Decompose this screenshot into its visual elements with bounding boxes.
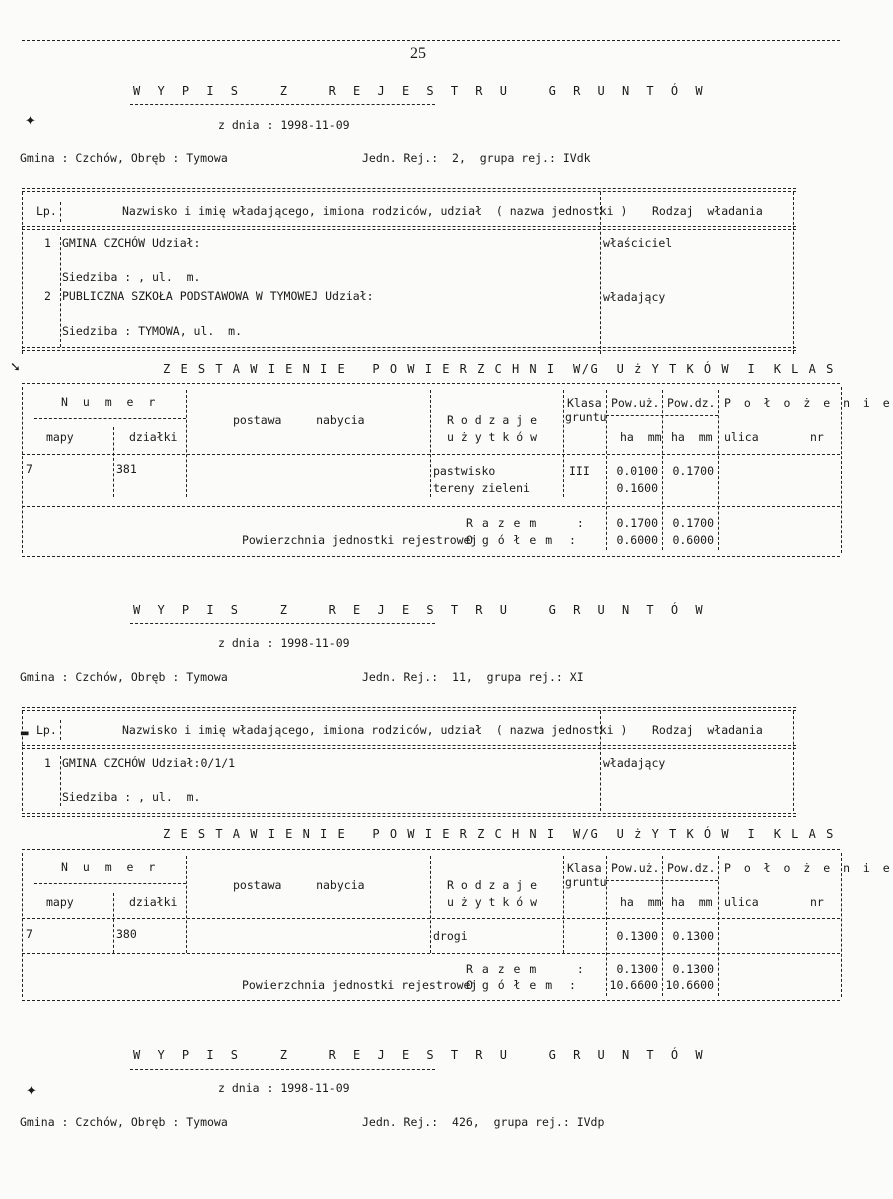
owner-lp: 1 <box>44 236 51 250</box>
owners-top-rule <box>22 188 796 192</box>
rodzaje-label: R o d z a j e <box>447 878 538 892</box>
jedn-line <box>362 153 591 165</box>
summary-bottom-rule <box>22 556 840 557</box>
sum-border-right <box>841 387 842 553</box>
summary-title: Z E S T A W I E N I E P O W I E R Z C H N I W/G U ż Y T K Ó W I K L A S <box>163 362 835 376</box>
owner-name: GMINA CZCHÓW Udział:0/1/1 <box>62 756 236 770</box>
obreb-label: Obręb : <box>130 670 180 684</box>
numer-rule <box>34 418 186 419</box>
margin-mark-icon: ✦ <box>25 114 36 129</box>
gruntu-label: gruntu <box>565 410 607 424</box>
ogolem-powdz: 0.6000 <box>672 533 714 547</box>
col-lp: Lp. <box>36 723 57 737</box>
owner-siedziba: Siedziba : TYMOWA, ul. m. <box>62 324 243 338</box>
klasa-label: Klasa <box>567 396 602 410</box>
title-underline <box>130 623 435 624</box>
postawa-label: postawa nabycia <box>233 413 365 427</box>
owners-bottom-rule <box>22 347 796 351</box>
razem-powdz: 0.1300 <box>672 962 714 976</box>
date-line <box>218 1083 350 1095</box>
owners-border-lp-body <box>60 237 61 347</box>
powdz-label: Pow.dz. <box>667 396 716 410</box>
row-powdz: 0.1700 <box>672 464 714 478</box>
owner-siedziba: Siedziba : , ul. m. <box>62 790 201 804</box>
sum-header-rule <box>22 454 840 455</box>
grupa-value: XI <box>569 670 584 684</box>
row-uzytek: tereny zieleni <box>433 481 530 495</box>
owner-lp: 1 <box>44 756 51 770</box>
sum-border-postawa <box>430 390 431 497</box>
numer-label: N u m e r <box>61 860 160 874</box>
date-value: 1998-11-09 <box>280 1081 350 1095</box>
pow-jedn-label: Powierzchnia jednostki rejestrowej <box>242 533 478 547</box>
top-rule <box>22 40 840 41</box>
jedn-line <box>362 1117 604 1129</box>
rows-bottom-rule <box>22 953 840 954</box>
klasa-label: Klasa <box>567 861 602 875</box>
jedn-label: Jedn. Rej.: <box>362 151 439 165</box>
gmina-label: Gmina : <box>20 1115 69 1129</box>
row-powuz: 0.0100 <box>616 464 658 478</box>
date-line <box>218 120 350 132</box>
mapy-label: mapy <box>46 430 74 444</box>
sum-border-uzytki <box>563 856 564 953</box>
powuz-label: Pow.uż. <box>611 396 660 410</box>
sum-border-postawa <box>430 856 431 953</box>
obreb-value: Tymowa <box>186 151 228 165</box>
grupa-label: grupa rej.: <box>493 1115 570 1129</box>
owners-top-rule <box>22 707 796 711</box>
ogolem-powuz: 10.6600 <box>609 978 658 992</box>
sum-header-rule <box>22 918 840 919</box>
uzytkow-label: u ż y t k ó w <box>447 895 538 909</box>
ogolem-label: O g ó ł e m : <box>466 978 577 992</box>
dzialki-label: działki <box>129 430 178 444</box>
nr-label: nr <box>810 430 824 444</box>
obreb-value: Tymowa <box>186 670 228 684</box>
jedn-line <box>362 672 584 684</box>
jedn-label: Jedn. Rej.: <box>362 670 439 684</box>
row-uzytek: drogi <box>433 929 468 943</box>
title-underline <box>130 1069 435 1070</box>
nr-label: nr <box>810 895 824 909</box>
ogolem-powuz: 0.6000 <box>616 533 658 547</box>
margin-mark-icon: ▬ <box>20 728 30 739</box>
grupa-value: IVdp <box>576 1115 605 1129</box>
uzytkow-label: u ż y t k ó w <box>447 430 538 444</box>
sum-border-dzialki <box>186 390 187 497</box>
obreb-label: Obręb : <box>130 1115 180 1129</box>
owner-siedziba: Siedziba : , ul. m. <box>62 270 201 284</box>
jedn-value: 11, <box>452 670 473 684</box>
owner-name: PUBLICZNA SZKOŁA PODSTAWOWA W TYMOWEJ Udział: <box>62 289 374 303</box>
owner-rodzaj: władający <box>603 756 666 770</box>
ha-mm-label: ha mm <box>620 430 662 444</box>
obreb-label: Obręb : <box>130 151 180 165</box>
gmina-label: Gmina : <box>20 670 69 684</box>
razem-powuz: 0.1700 <box>616 516 658 530</box>
gmina-line <box>20 1117 228 1129</box>
pow-subrule <box>606 880 718 881</box>
gmina-line <box>20 672 228 684</box>
section-title: W Y P I S Z R E J E S T R U G R U N T Ó W <box>133 84 708 98</box>
owners-header-rule <box>22 226 796 230</box>
sum-border-mapy <box>113 427 114 497</box>
col-rodzaj: Rodzaj władania <box>652 723 763 737</box>
owner-name: GMINA CZCHÓW Udział: <box>62 236 201 250</box>
row-dzialki: 380 <box>116 927 137 941</box>
razem-powuz: 0.1300 <box>616 962 658 976</box>
pow-subrule <box>606 415 718 416</box>
jedn-value: 426, <box>452 1115 480 1129</box>
ha-mm-label: ha mm <box>620 895 662 909</box>
ulica-label: ulica <box>724 895 759 909</box>
gmina-line <box>20 153 228 165</box>
ulica-label: ulica <box>724 430 759 444</box>
owners-border-left <box>22 192 23 354</box>
date-prefix: z dnia : <box>218 118 274 132</box>
summary-bottom-rule <box>22 1000 840 1001</box>
ogolem-label: O g ó ł e m : <box>466 533 577 547</box>
margin-mark-icon: ➘ <box>10 360 21 375</box>
date-line <box>218 638 350 650</box>
title-underline <box>130 104 435 105</box>
polozenie-label: P o ł o ż e n i e <box>724 396 893 410</box>
razem-label: R a z e m : <box>466 516 585 530</box>
margin-mark-icon: ✦ <box>26 1084 37 1099</box>
owner-rodzaj: władający <box>603 290 666 304</box>
section-title: W Y P I S Z R E J E S T R U G R U N T Ó W <box>133 1048 708 1062</box>
sum-border-mapy <box>113 893 114 953</box>
section-title: W Y P I S Z R E J E S T R U G R U N T Ó W <box>133 603 708 617</box>
row-uzytek: pastwisko <box>433 464 496 478</box>
row-powuz: 0.1600 <box>616 481 658 495</box>
razem-label: R a z e m : <box>466 962 585 976</box>
grupa-label: grupa rej.: <box>479 151 556 165</box>
gruntu-label: gruntu <box>565 875 607 889</box>
sum-border-left <box>22 853 23 997</box>
page-number: 25 <box>410 45 426 62</box>
row-mapy: 7 <box>26 927 33 941</box>
date-value: 1998-11-09 <box>280 118 350 132</box>
ha-mm-label: ha mm <box>671 430 713 444</box>
powuz-label: Pow.uż. <box>611 861 660 875</box>
row-klasa: III <box>569 464 590 478</box>
polozenie-label: P o ł o ż e n i e <box>724 861 893 875</box>
razem-powdz: 0.1700 <box>672 516 714 530</box>
owners-border-lp <box>60 202 61 222</box>
gmina-label: Gmina : <box>20 151 69 165</box>
mapy-label: mapy <box>46 895 74 909</box>
powdz-label: Pow.dz. <box>667 861 716 875</box>
gmina-value: Czchów, <box>75 151 124 165</box>
sum-border-powdz <box>718 856 719 996</box>
date-value: 1998-11-09 <box>280 636 350 650</box>
gmina-value: Czchów, <box>75 1115 124 1129</box>
rodzaje-label: R o d z a j e <box>447 413 538 427</box>
summary-top-rule <box>22 383 840 384</box>
col-rodzaj: Rodzaj władania <box>652 204 763 218</box>
sum-border-left <box>22 387 23 553</box>
date-prefix: z dnia : <box>218 1081 274 1095</box>
owners-header-rule <box>22 745 796 749</box>
sum-border-powdz <box>718 390 719 550</box>
dzialki-label: działki <box>129 895 178 909</box>
owners-border-right <box>793 711 794 811</box>
row-dzialki: 381 <box>116 462 137 476</box>
rows-bottom-rule <box>22 506 840 507</box>
pow-jedn-label: Powierzchnia jednostki rejestrowej <box>242 978 478 992</box>
row-mapy: 7 <box>26 462 33 476</box>
jedn-label: Jedn. Rej.: <box>362 1115 439 1129</box>
owners-border-lp-body <box>60 756 61 806</box>
owners-border-right <box>793 192 794 354</box>
ogolem-powdz: 10.6600 <box>665 978 714 992</box>
numer-label: N u m e r <box>61 395 160 409</box>
gmina-value: Czchów, <box>75 670 124 684</box>
obreb-value: Tymowa <box>186 1115 228 1129</box>
jedn-value: 2, <box>452 151 466 165</box>
summary-title: Z E S T A W I E N I E P O W I E R Z C H N I W/G U ż Y T K Ó W I K L A S <box>163 827 835 841</box>
owner-rodzaj: właściciel <box>603 236 673 250</box>
owner-lp: 2 <box>44 289 51 303</box>
col-owner: Nazwisko i imię władającego, imiona rodziców, udział ( nazwa jednostki ) <box>122 204 628 218</box>
grupa-label: grupa rej.: <box>486 670 563 684</box>
sum-border-dzialki <box>186 856 187 953</box>
date-prefix: z dnia : <box>218 636 274 650</box>
ha-mm-label: ha mm <box>671 895 713 909</box>
owners-border-left <box>22 711 23 811</box>
row-powuz: 0.1300 <box>616 929 658 943</box>
grupa-value: IVdk <box>562 151 591 165</box>
postawa-label: postawa nabycia <box>233 878 365 892</box>
row-powdz: 0.1300 <box>672 929 714 943</box>
col-lp: Lp. <box>36 204 57 218</box>
numer-rule <box>34 883 186 884</box>
sum-border-uzytki <box>563 390 564 497</box>
col-owner: Nazwisko i imię władającego, imiona rodziców, udział ( nazwa jednostki ) <box>122 723 628 737</box>
owners-border-lp <box>60 720 61 740</box>
summary-top-rule <box>22 849 840 850</box>
owners-bottom-rule <box>22 813 796 817</box>
